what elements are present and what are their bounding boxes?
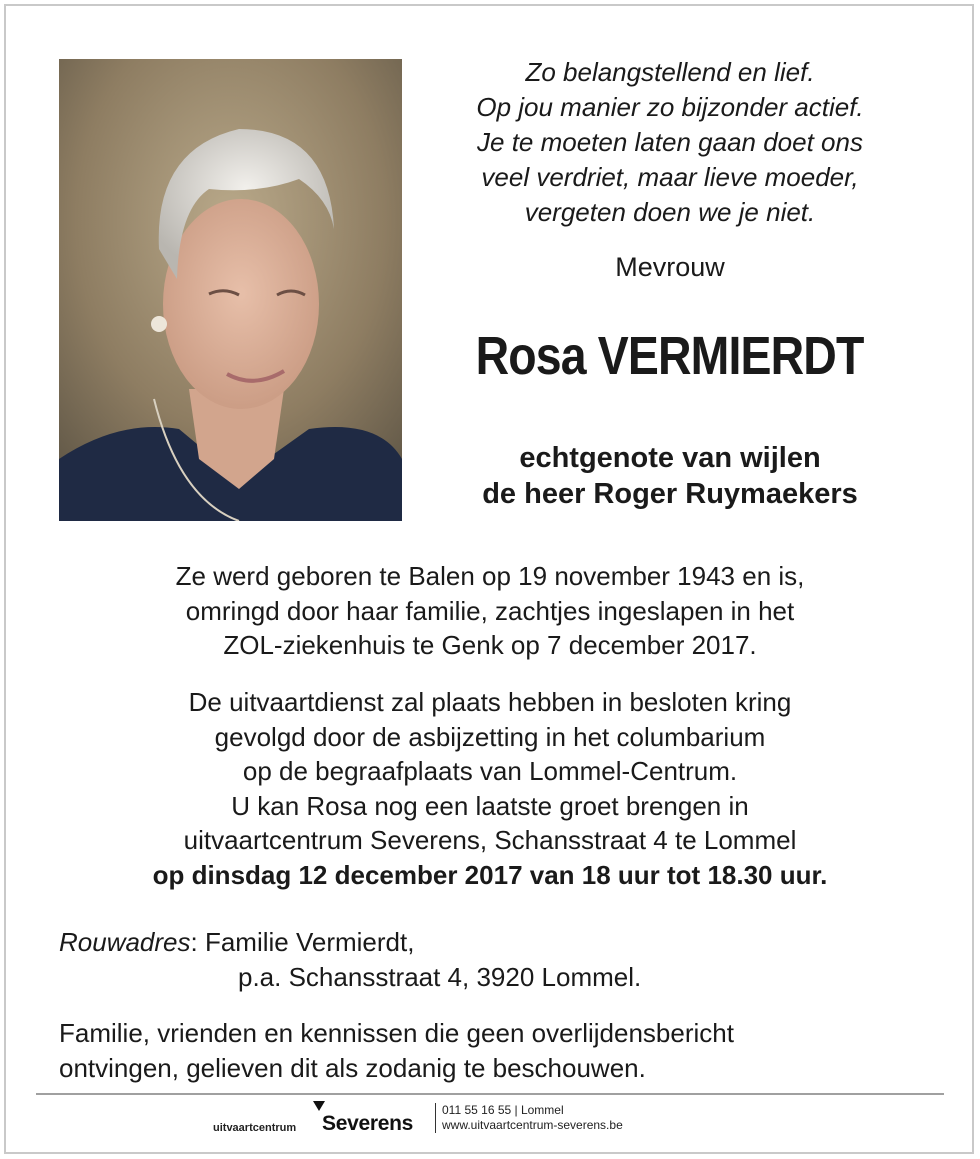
- spouse-line: de heer Roger Ruymaekers: [482, 478, 858, 510]
- footer-separator: [435, 1103, 436, 1133]
- spouse-line: echtgenote van wijlen: [519, 442, 821, 474]
- address-line-1: : Familie Vermierdt,: [190, 927, 415, 957]
- spouse-info: [420, 440, 920, 512]
- birth-line: omringd door haar familie, zachtjes ingeslapen in het: [185, 595, 795, 626]
- address-line-2: p.a. Schansstraat 4, 3920 Lommel.: [238, 961, 642, 992]
- address-label: Rouwadres: [59, 927, 191, 957]
- deceased-name: Rosa VERMIERDT: [476, 326, 864, 386]
- service-time: op dinsdag 12 december 2017 van 18 uur tot 18.30 uur.: [152, 859, 828, 890]
- service-line: De uitvaartdienst zal plaats hebben in besloten kring: [188, 687, 792, 717]
- poem-line: Zo belangstellend en lief.: [525, 57, 815, 87]
- service-line: op de begraafplaats van Lommel-Centrum.: [242, 756, 738, 786]
- triangle-logo-icon: [313, 1101, 325, 1111]
- service-line: uitvaartcentrum Severens, Schansstraat 4 te Lommel: [183, 825, 797, 855]
- footer-divider: [36, 1093, 944, 1095]
- note-line: ontvingen, gelieven dit als zodanig te beschouwen.: [59, 1052, 646, 1083]
- footer: [0, 1100, 980, 1140]
- birth-line: Ze werd geboren te Balen op 19 november 1943 en is,: [175, 561, 805, 591]
- poem-line: Op jou manier zo bijzonder actief.: [476, 92, 864, 122]
- poem-line: vergeten doen we je niet.: [524, 197, 816, 227]
- footer-prefix: uitvaartcentrum: [213, 1122, 297, 1134]
- portrait-photo: [59, 59, 402, 521]
- footer-contact: [442, 1103, 623, 1133]
- mourning-address: [59, 925, 641, 994]
- footer-brand: Severens: [322, 1112, 414, 1135]
- footer-website: www.uitvaartcentrum-severens.be: [442, 1118, 623, 1132]
- deceased-name-block: [420, 325, 920, 387]
- poem: [420, 55, 920, 230]
- notice-note: [59, 1016, 734, 1085]
- title-prefix: Mevrouw: [615, 252, 725, 282]
- birth-paragraph: [40, 559, 940, 663]
- service-paragraph: [40, 685, 940, 892]
- poem-line: Je te moeten laten gaan doet ons: [477, 127, 863, 157]
- footer-phone: 011 55 16 55 | Lommel: [442, 1103, 564, 1117]
- portrait-image: [59, 59, 402, 521]
- service-line: U kan Rosa nog een laatste groet brengen in: [231, 790, 749, 821]
- poem-line: veel verdriet, maar lieve moeder,: [481, 162, 859, 192]
- note-line: Familie, vrienden en kennissen die geen overlijdensbericht: [59, 1018, 734, 1048]
- birth-line: ZOL-ziekenhuis te Genk op 7 december 2017.: [223, 630, 757, 660]
- service-line: gevolgd door de asbijzetting in het columbarium: [214, 721, 766, 752]
